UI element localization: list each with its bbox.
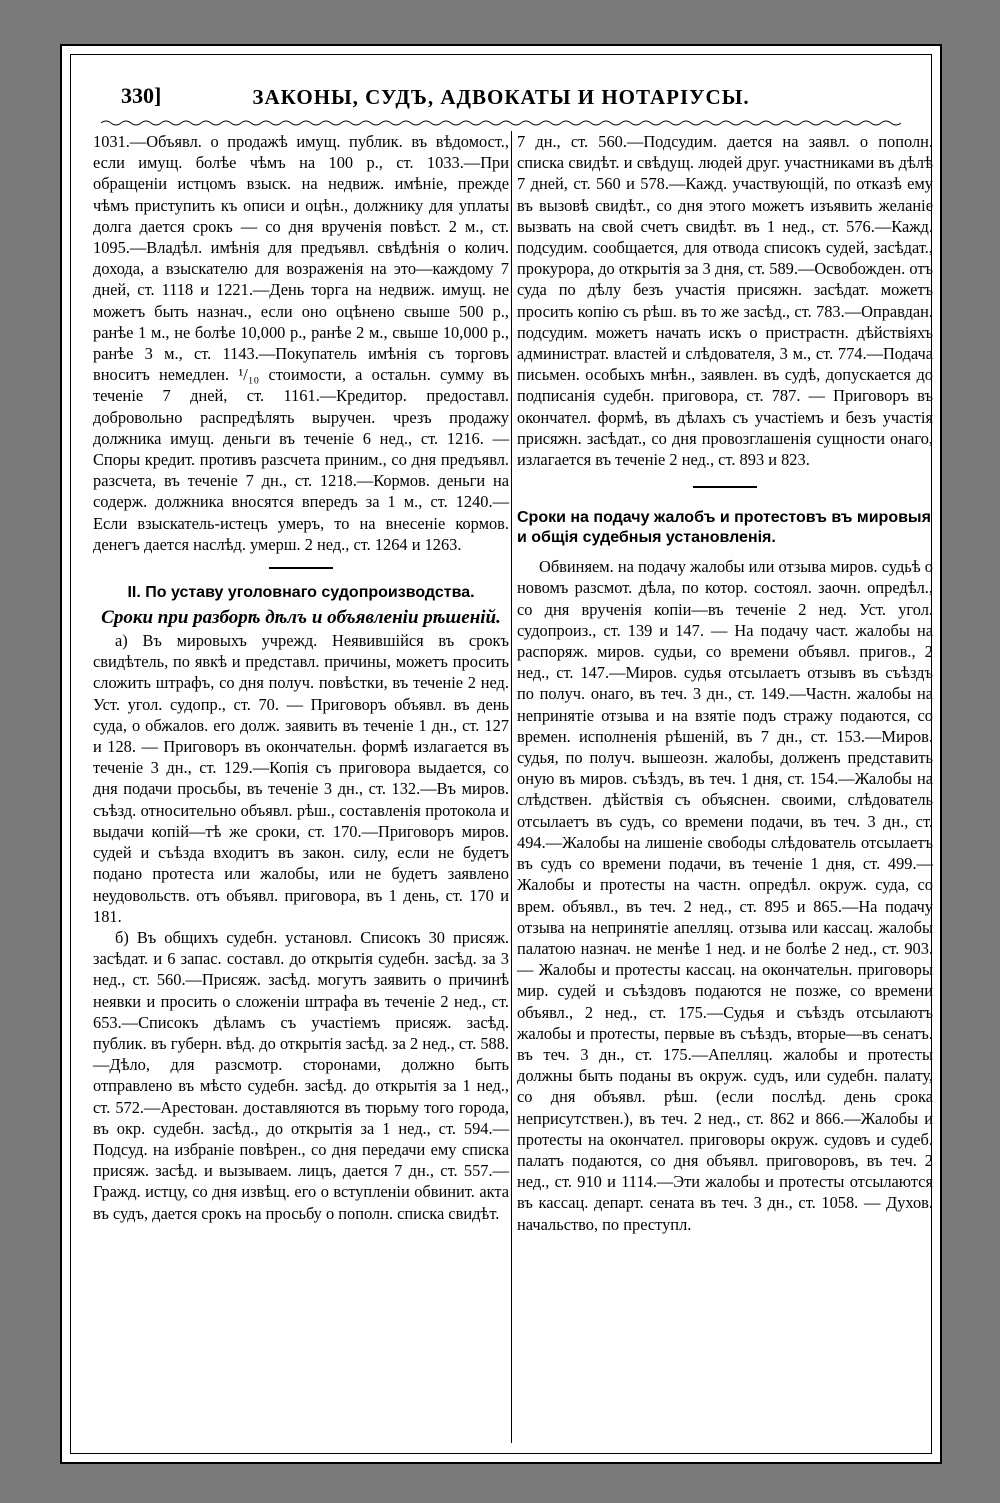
section-divider [269,567,333,569]
sub-heading-deadlines: Сроки при разборѣ дѣлъ и объявленіи рѣшеній. [101,607,501,629]
page [60,44,942,1464]
running-title: ЗАКОНЫ, СУДЪ, АДВОКАТЫ И НОТАРІУСЫ. [252,85,750,109]
left-paragraph-1: 1031.—Объявл. о продажѣ имущ. публик. въ вѣдомост., если имущ. болѣе чѣмъ на 100 р., ст. 1033.—При обращеніи истцомъ взыск. на недвиж. имѣніе, прежде чѣмъ приступить къ описи и оцѣн., должнику для уплаты долга дается срокъ — со дня врученія повѣст. 2 м., ст. 1095.—Владѣл. имѣнія для предъявл. свѣдѣнія о колич. дохода, а взыскателю для возраженія на это—каждому 7 дней, ст. 1118 и 1221.—День торга на недвиж. имущ. не можетъ быть назнач., если оно оцѣнено свыше 500 р., ранѣе 1 м., не болѣе 10,000 р., ранѣе 2 м., свыше 10,000 р., ранѣе 3 м., ст. 1143.—Покупатель имѣнія съ торговъ вноситъ немедлен. ¹/₁₀ стоимости, а остальн. сумму въ теченіе 7 дней, ст. 1161.—Кредитор. предоставл. добровольно распредѣлять выручен. чрезъ продажу должника имущ. деньги въ теченіе 6 нед., ст. 1216. — Споры кредит. противъ разсчета приним., со дня предъявл. разсчета, въ теченіе 7 дн., ст. 1218.—Кормов. деньги на содерж. должника вносятся впередъ за 1 м., ст. 1240.—Если взыскатель-истецъ умеръ, то на внесеніе кормов. денегъ дается наслѣд. умерш. 2 нед., ст. 1264 и 1263. [93,132,509,554]
right-paragraph-1: 7 дн., ст. 560.—Подсудим. дается на заявл. о пополн. списка свидѣт. и свѣдущ. людей друг. участниками въ дѣлѣ 7 дней, ст. 560 и 578.—Кажд. участвующій, по отказѣ ему въ вызовѣ свидѣт., со дня этого можетъ изъявить желаніе вызвать на свой счетъ свидѣт. въ 1 нед., ст. 576.—Кажд. подсудим. сообщается, для отвода списокъ судей, засѣдат., прокурора, до открытія за 3 дня, ст. 589.—Освобожден. отъ суда по дѣлу безъ участія присяжн. засѣдат. можетъ просить копію съ рѣш. въ то же засѣд., ст. 783.—Оправдан. подсудим. можетъ начать искъ о пристрастн. дѣйствіяхъ администрат. властей и слѣдователя, 3 м., ст. 774.—Подача письмен. особыхъ мнѣн., заявлен. въ судѣ, допускается до подписанія судебн. приговора, ст. 787. — Приговоръ въ окончател. формѣ, въ дѣлахъ съ участіемъ и безъ участія присяжн. засѣдат., со дня провозглашенія сущности онаго, излагается въ теченіе 2 нед., ст. 893 и 823. [517,132,933,470]
section-divider [693,486,757,488]
page-header [101,77,901,117]
section-heading-criminal-procedure: II. По уставу уголовнаго судопроизводства. [127,584,475,602]
left-paragraph-2: а) Въ мировыхъ учрежд. Неявившійся въ срокъ свидѣтель, по явкѣ и представл. причины, можетъ просить сложить штрафъ, со дня получ. повѣстки, въ теченіе 2 нед. Уст. угол. судопр., ст. 70. — Приговоръ объявл. въ день суда, о обжалов. его долж. заявить въ теченіе 1 дн., ст. 127 и 128. — Приговоръ въ окончательн. формѣ излагается въ теченіе 3 дн., ст. 129.—Копія съ приговора выдается, со дня подачи просьбы, въ теченіе 3 дн., ст. 132.—Въ миров. съѣзд. относительно объявл. рѣш., составленія протокола и выдачи копій—тѣ же сроки, ст. 170.—Приговоръ миров. судей и съѣзда входитъ въ закон. силу, если не будетъ подано протеста или жалобы, или не будетъ заявлено неудовольств. отъ объявл. приговора, въ 1 день, ст. 170 и 181. [93,631,509,926]
column-divider [511,131,512,1443]
wavy-rule [101,119,901,127]
left-column [93,131,509,1441]
right-column [517,131,933,1441]
page-number: 330] [121,83,162,108]
left-paragraph-3: б) Въ общихъ судебн. установл. Списокъ 30 присяж. засѣдат. и 6 запас. составл. до открытія судебн. засѣд. за 3 нед., ст. 560.—Присяж. засѣд. могутъ заявить о причинѣ неявки и просить о сложеніи штрафа въ теченіе 2 нед., ст. 653.—Списокъ дѣламъ съ участіемъ присяж. засѣд. публик. въ губерн. вѣд. до открытія засѣд. за 2 нед., ст. 588.—Дѣло, для разсмотр. сторонами, должно быть отправлено въ мѣсто судебн. засѣд. до открытія за 1 нед., ст. 572.—Арестован. доставляются въ тюрьму того города, въ окр. судебн. засѣд., до открытія за 1 нед., ст. 594.—Подсуд. на избраніе повѣрен., со дня передачи ему списка присяж. засѣд. и вызываем. лицъ, дается 7 дн., ст. 557.—Гражд. истцу, со дня извѣщ. его о вступленіи обвинит. акта въ судъ, дается срокъ на просьбу о пополн. списка свидѣт. [93,927,509,1223]
section-heading-complaints: Сроки на подачу жалобъ и протестовъ въ мировыя и общія судебныя установленія. [517,509,931,547]
page-frame [70,54,932,1454]
right-paragraph-2: Обвиняем. на подачу жалобы или отзыва миров. судьѣ о новомъ разсмот. дѣла, по котор. состоял. заочн. опредѣл., со дня врученія копіи—въ теченіе 2 нед. Уст. угол. судопроиз., ст. 139 и 147. — На подачу част. жалобы на распоряж. миров. судьи, со времени объявл. пригов., 2 нед., ст. 147.—Миров. судья отсылаетъ отзывъ въ съѣздъ по получ. онаго, въ теч. 3 дн., ст. 149.—Частн. жалобы на непринятіе отзыва и на взятіе подъ стражу подаются, со времен. исполненія рѣшеній, въ 7 дн., ст. 153.—Миров. судья, по получ. вышеозн. жалобы, долженъ представить оную въ миров. съѣздъ, въ теч. 1 дня, ст. 154.—Жалобы на слѣдствен. дѣйствія съ объяснен. своими, слѣдователь отсылаетъ въ судъ, со времени подачи, въ теч. 3 дн., ст. 494.—Жалобы на лишеніе свободы слѣдователь отсылаетъ въ судъ со времени подачи, въ теченіе 1 дня, ст. 499.—Жалобы и протесты на частн. опредѣл. окруж. суда, со врем. объявл., въ теч. 2 нед., ст. 895 и 865.—На подачу отзыва на непринятіе апелляц. отзыва или кассац. жалобы палатою назнач. не менѣе 1 нед. и не болѣе 2 нед., ст. 903. — Жалобы и протесты кассац. на окончательн. приговоры мир. судей и съѣздовъ подаются не позже, со времени объявл., 2 нед., ст. 175.—Судья и съѣздъ отсылаютъ жалобы и протесты, первые въ съѣздъ, вторые—въ сенатъ. въ теч. 3 дн., ст. 175.—Апелляц. жалобы и протесты должны быть поданы въ окруж. судъ, или судебн. палату, со дня объявл. рѣш. (если послѣд. день срока неприсутствен.), въ теч. 2 нед., ст. 862 и 866.—Жалобы и протесты на окончател. приговоры окруж. судовъ и судеб. палатъ подаются, со дня объявл. приговоровъ, въ теч. 2 нед., ст. 910 и 1114.—Эти жалобы и протесты отсылаются въ кассац. департ. сената въ теч. 3 дн., ст. 1058. — Духов. начальство, по преступл. [517,557,933,1234]
